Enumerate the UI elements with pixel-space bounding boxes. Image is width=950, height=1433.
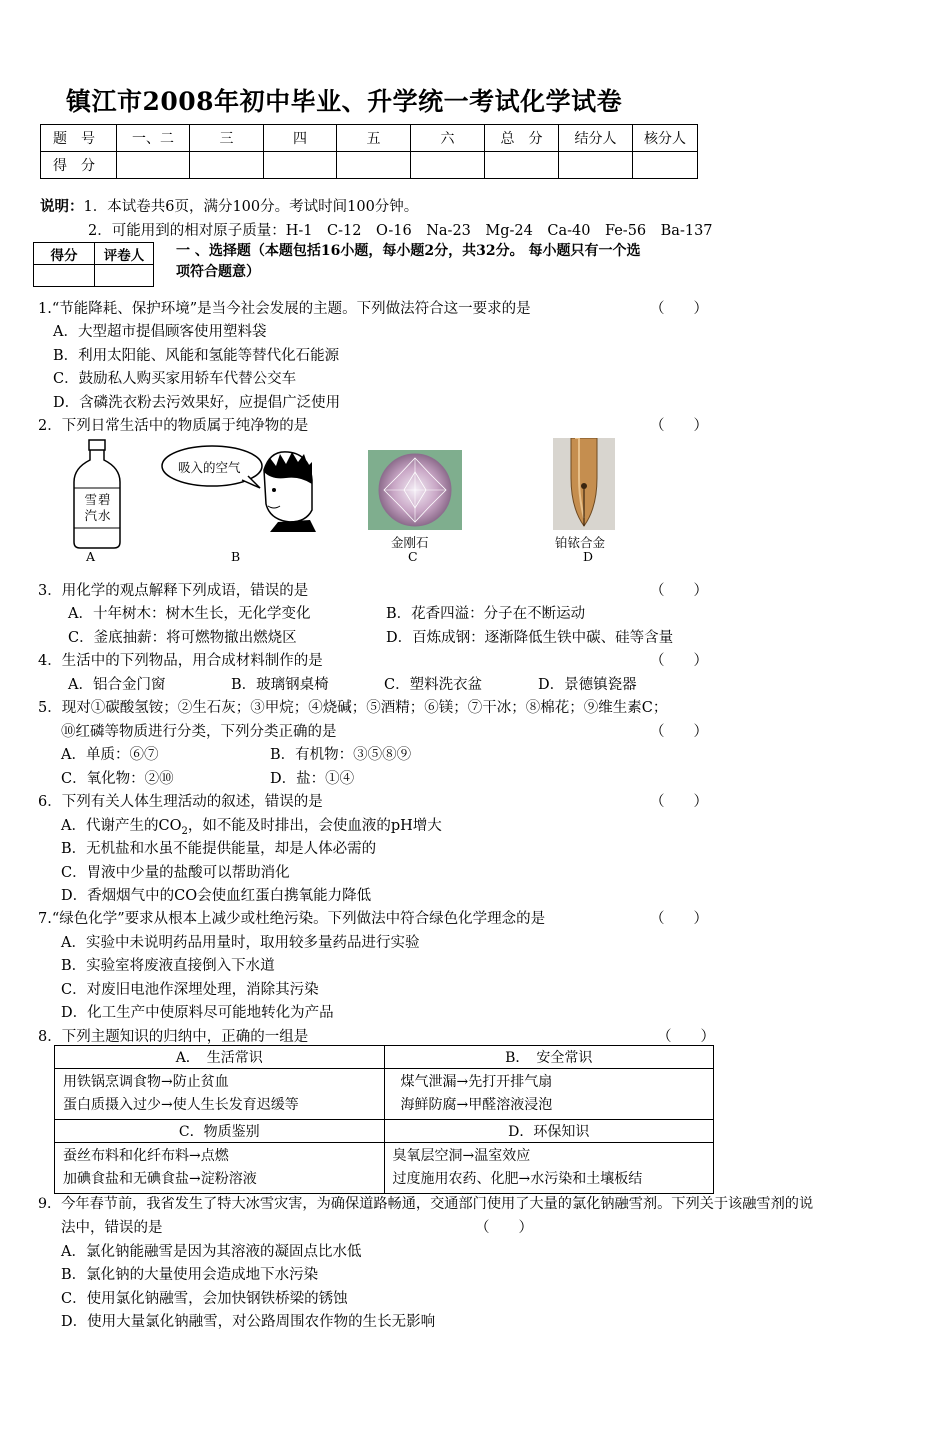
q4-option-a: A．铝合金门窗 <box>68 677 166 693</box>
score-input-cell[interactable] <box>337 152 411 179</box>
q8-head-c: C．物质鉴别 <box>55 1120 385 1143</box>
speech-bubble-text: 吸入的空气 <box>178 460 241 475</box>
notes-label: 说明： <box>40 198 84 215</box>
q4-answer-paren[interactable]: （ ） <box>650 653 708 669</box>
q3-option-a: A．十年树木：树木生长，无化学变化 <box>68 606 311 622</box>
score-input-cell[interactable] <box>117 152 190 179</box>
q1-option-d: D．含磷洗衣粉去污效果好，应提倡广泛使用 <box>53 395 341 411</box>
grader-name-header: 评卷人 <box>95 243 154 265</box>
q8-cell-b <box>384 1069 714 1120</box>
q6-option-a-pre: A．代谢产生的CO <box>61 818 182 834</box>
q3-option-c: C．釜底抽薪：将可燃物撤出燃烧区 <box>68 630 297 646</box>
q2-label-b: B <box>231 549 241 564</box>
score-header-cell: 四 <box>264 125 337 152</box>
q2-label-d: D <box>583 549 594 564</box>
q7-option-a: A．实验中未说明药品用量时，取用较多量药品进行实验 <box>61 935 420 951</box>
score-header-cell: 结分人 <box>559 125 633 152</box>
q8-head-d: D．环保知识 <box>384 1120 714 1143</box>
q9-option-b: B．氯化钠的大量使用会造成地下水污染 <box>61 1267 319 1283</box>
score-input-cell[interactable] <box>485 152 559 179</box>
q2-label-a: A <box>86 549 96 564</box>
q5-option-c: C．氧化物：②⑩ <box>61 771 174 787</box>
score-header-cell: 题 号 <box>41 125 117 152</box>
q7-stem: 7.“绿色化学”要求从根本上减少或杜绝污染。下列做法中符合绿色化学理念的是 <box>38 911 546 927</box>
q9-option-c: C．使用氯化钠融雪，会加快钢铁桥梁的锈蚀 <box>61 1291 348 1307</box>
q3-answer-paren[interactable]: （ ） <box>650 583 708 599</box>
q9-stem-line2: 法中，错误的是 <box>61 1220 163 1236</box>
q9-stem-line1: 9．今年春节前，我省发生了特大冰雪灾害，为确保道路畅通，交通部门使用了大量的氯化钠融雪剂。下列关于该融雪剂的说 <box>38 1196 814 1212</box>
q5-answer-paren[interactable]: （ ） <box>650 724 708 740</box>
person-breathing-image <box>160 440 320 532</box>
q1-answer-paren[interactable]: （ ） <box>650 301 708 317</box>
q9-answer-paren[interactable]: （ ） <box>475 1220 533 1236</box>
score-row-label: 得 分 <box>41 152 117 179</box>
notes-line2: 2．可能用到的相对原子质量：H-1 C-12 O-16 Na-23 Mg-24 Ca-40 Fe-56 Ba-137 <box>88 223 713 239</box>
score-input-cell[interactable] <box>559 152 633 179</box>
score-header-cell: 三 <box>190 125 264 152</box>
section-heading-line1: 一 、选择题（本题包括16小题，每小题2分，共32分。 每小题只有一个选 <box>176 243 641 259</box>
q4-option-b: B．玻璃钢桌椅 <box>231 677 329 693</box>
q8-b-line2: 海鲜防腐→甲醛溶液浸泡 <box>400 1097 553 1113</box>
q5-stem-line1: 5．现对①碳酸氢铵；②生石灰；③甲烷；④烧碱；⑤酒精；⑥镁；⑦干冰；⑧棉花；⑨维生素C； <box>38 700 668 716</box>
score-header-cell: 五 <box>337 125 411 152</box>
q8-head-b: B． 安全常识 <box>384 1046 714 1069</box>
q6-option-c: C．胃液中少量的盐酸可以帮助消化 <box>61 865 290 881</box>
q9-option-d: D．使用大量氯化钠融雪，对公路周围农作物的生长无影响 <box>61 1314 436 1330</box>
grader-score-cell[interactable] <box>34 265 95 287</box>
diamond-caption: 金刚石 <box>391 535 429 550</box>
q8-d-line1: 臭氧层空洞→温室效应 <box>392 1148 531 1164</box>
q8-cell-c <box>55 1143 385 1194</box>
q5-option-d: D．盐：①④ <box>270 771 355 787</box>
q8-head-a: A． 生活常识 <box>55 1046 385 1069</box>
q8-knowledge-table <box>54 1045 714 1194</box>
score-input-cell[interactable] <box>190 152 264 179</box>
q1-option-c: C．鼓励私人购买家用轿车代替公交车 <box>53 371 297 387</box>
q6-option-a <box>61 814 442 837</box>
q8-stem: 8．下列主题知识的归纳中，正确的一组是 <box>38 1029 309 1045</box>
q8-b-line1: 煤气泄漏→先打开排气扇 <box>400 1074 553 1090</box>
grader-table <box>33 242 154 287</box>
q6-stem: 6．下列有关人体生理活动的叙述，错误的是 <box>38 794 323 810</box>
q3-option-d: D．百炼成钢：逐渐降低生铁中碳、硅等含量 <box>386 630 674 646</box>
alloy-caption: 铂铱合金 <box>555 535 606 550</box>
q6-option-b: B．无机盐和水虽不能提供能量，却是人体必需的 <box>61 841 377 857</box>
q7-option-d: D．化工生产中使原料尽可能地转化为产品 <box>61 1005 334 1021</box>
q9-option-a: A．氯化钠能融雪是因为其溶液的凝固点比水低 <box>61 1244 362 1260</box>
score-input-cell[interactable] <box>411 152 485 179</box>
q8-cell-d <box>384 1143 714 1194</box>
grader-score-header: 得分 <box>34 243 95 265</box>
q1-stem: 1.“节能降耗、保护环境”是当今社会发展的主题。下列做法符合这一要求的是 <box>38 301 531 317</box>
q2-answer-paren[interactable]: （ ） <box>650 418 708 434</box>
q1-option-b: B．利用太阳能、风能和氢能等替代化石能源 <box>53 348 340 364</box>
q7-option-b: B．实验室将废液直接倒入下水道 <box>61 958 275 974</box>
q1-option-a: A．大型超市提倡顾客使用塑料袋 <box>53 324 267 340</box>
q3-stem: 3．用化学的观点解释下列成语，错误的是 <box>38 583 309 599</box>
score-input-cell[interactable] <box>264 152 337 179</box>
q4-option-d: D．景德镇瓷器 <box>538 677 637 693</box>
notes-line1 <box>40 195 418 216</box>
score-table <box>40 124 698 179</box>
q5-option-b: B．有机物：③⑤⑧⑨ <box>270 747 412 763</box>
q5-stem-line2: ⑩红磷等物质进行分类，下列分类正确的是 <box>61 724 337 740</box>
q2-stem: 2．下列日常生活中的物质属于纯净物的是 <box>38 418 309 434</box>
q8-d-line2: 过度施用农药、化肥→水污染和土壤板结 <box>392 1171 643 1187</box>
q4-option-c: C．塑料洗衣盆 <box>384 677 483 693</box>
score-header-cell: 核分人 <box>633 125 698 152</box>
q6-answer-paren[interactable]: （ ） <box>650 794 708 810</box>
q5-option-a: A．单质：⑥⑦ <box>61 747 159 763</box>
q3-option-b: B．花香四溢：分子在不断运动 <box>386 606 586 622</box>
pen-nib-image <box>553 438 615 530</box>
q8-a-line2: 蛋白质摄入过少→使人生长发育迟缓等 <box>63 1097 299 1113</box>
q6-option-a-post: ，如不能及时排出，会使血液的pH增大 <box>187 818 442 834</box>
score-input-cell[interactable] <box>633 152 698 179</box>
section-heading <box>176 241 736 283</box>
score-header-cell: 总 分 <box>485 125 559 152</box>
section-heading-line2: 项符合题意） <box>176 264 260 280</box>
q4-stem: 4．生活中的下列物品，用合成材料制作的是 <box>38 653 323 669</box>
q8-c-line2: 加碘食盐和无碘食盐→淀粉溶液 <box>63 1171 257 1187</box>
q7-option-c: C．对废旧电池作深埋处理，消除其污染 <box>61 982 319 998</box>
q8-a-line1: 用铁锅烹调食物→防止贫血 <box>63 1074 229 1090</box>
q7-answer-paren[interactable]: （ ） <box>650 911 708 927</box>
score-header-cell: 六 <box>411 125 485 152</box>
q8-c-line1: 蚕丝布料和化纤布料→点燃 <box>63 1148 229 1164</box>
exam-title: 镇江市2008年初中毕业、升学统一考试化学试卷 <box>66 87 623 116</box>
q8-answer-paren[interactable]: （ ） <box>657 1029 715 1045</box>
notes-text: 1．本试卷共6页，满分100分。考试时间100分钟。 <box>83 199 419 215</box>
grader-name-cell[interactable] <box>95 265 154 287</box>
score-header-cell: 一、二 <box>117 125 190 152</box>
q6-option-d: D．香烟烟气中的CO会使血红蛋白携氧能力降低 <box>61 888 372 904</box>
q2-label-c: C <box>408 549 418 564</box>
diamond-image <box>368 450 462 530</box>
q6-option-a-sub: 2 <box>181 825 188 837</box>
q8-cell-a <box>55 1069 385 1120</box>
bottle-label: 雪碧汽水 <box>84 492 112 523</box>
